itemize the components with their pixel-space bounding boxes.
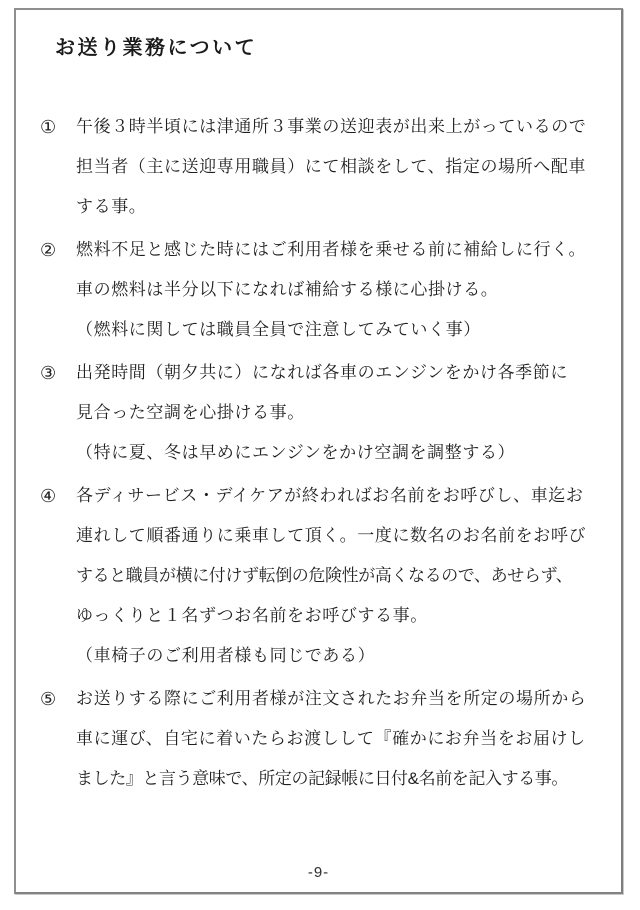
page-title: お送り業務について xyxy=(55,37,258,59)
item-number: ④ xyxy=(40,486,57,506)
item-line: 各ディサービス・デイケアが終わればお名前をお呼びし、車迄お xyxy=(76,486,584,505)
list-item xyxy=(40,107,611,227)
page-border xyxy=(14,8,623,894)
item-line: 午後３時半頃には津通所３事業の送迎表が出来上がっているので xyxy=(76,117,587,136)
item-number: ② xyxy=(40,240,57,260)
item-number: ③ xyxy=(40,363,57,383)
item-line: ました』と言う意味で、所定の記録帳に日付&名前を記入する事。 xyxy=(76,769,568,788)
item-line: 見合った空調を心掛ける事。 xyxy=(76,403,305,422)
item-text xyxy=(76,353,611,473)
list-item xyxy=(40,679,611,799)
item-line: 担当者（主に送迎専用職員）にて相談をして、指定の場所へ配車 xyxy=(76,157,587,176)
item-text xyxy=(76,679,611,799)
item-line: お送りする際にご利用者様が注文されたお弁当を所定の場所から xyxy=(76,689,587,708)
item-line: （車椅子のご利用者様も同じである） xyxy=(76,646,376,665)
item-line: ゆっくりと１名ずつお名前をお呼びする事。 xyxy=(76,606,428,625)
list-item xyxy=(40,230,611,350)
item-text xyxy=(76,476,611,676)
item-line: する事。 xyxy=(76,197,147,216)
item-line: 車に運び、自宅に着いたらお渡しして『確かにお弁当をお届けし xyxy=(76,729,586,748)
item-number: ① xyxy=(40,117,57,137)
item-line: すると職員が横に付けず転倒の危険性が高くなるので、あせらず、 xyxy=(76,566,573,585)
list-item xyxy=(40,476,611,676)
item-line: （燃料に関しては職員全員で注意してみていく事） xyxy=(76,320,481,339)
item-line: （特に夏、冬は早めにエンジンをかけ空調を調整する） xyxy=(76,443,516,462)
item-number: ⑤ xyxy=(40,689,57,709)
item-line: 出発時間（朝夕共に）になれば各車のエンジンをかけ各季節に xyxy=(76,363,568,382)
items-list xyxy=(40,107,611,802)
page-number: -9- xyxy=(307,864,330,881)
item-text xyxy=(76,107,611,227)
item-text xyxy=(76,230,611,350)
item-line: 車の燃料は半分以下になれば補給する様に心掛ける。 xyxy=(76,280,499,299)
item-line: 燃料不足と感じた時にはご利用者様を乗せる前に補給しに行く。 xyxy=(76,240,587,259)
item-line: 連れして順番通りに乗車して頂く。一度に数名のお名前をお呼び xyxy=(76,526,587,545)
list-item xyxy=(40,353,611,473)
